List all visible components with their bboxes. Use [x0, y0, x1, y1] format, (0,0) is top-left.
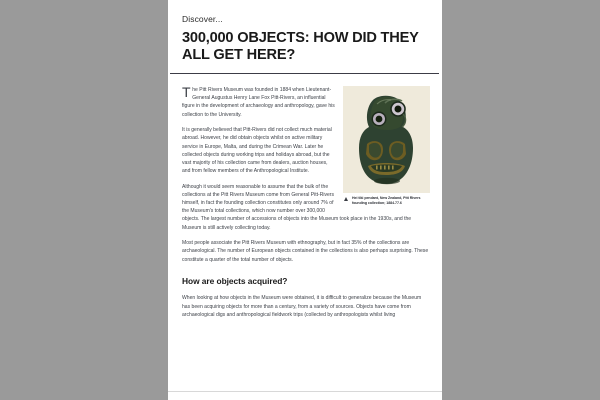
- figure-caption: [343, 196, 430, 206]
- paragraph-1-text: he Pitt Rivers Museum was founded in 1884 when Lieutenant-General Augustus Henry Lane Fox Pitt-Rivers, an influential figure in the development of archaeology and anthropology, gave his collection to the University.: [182, 87, 335, 118]
- footer-divider: [168, 391, 442, 392]
- document-page: [168, 0, 442, 400]
- section-paragraph: When looking at how objects in the Museum were obtained, it is difficult to generalize because the Museum has been acquiring objects for more than a century, from a variety of sources. Objects have come from archaeological digs and anthropological fieldwork trips (collected by anthropologists whilst living: [182, 295, 422, 318]
- masthead: [168, 0, 442, 65]
- paragraph-1: [182, 86, 430, 119]
- section-heading: How are objects acquired?: [182, 275, 288, 286]
- paragraph-2: It is generally believed that Pitt-Rivers did not collect much material abroad. However, he did obtain objects whilst on active military service in Europe, Malta, and during the Crimean War. Later he collected objects during working trips and holidays abroad, but the vast majority of his collection came from dealers, auction houses, and from fellow members of the Anthropological Institute.: [182, 127, 332, 175]
- drop-cap: T: [182, 84, 191, 100]
- paragraph-3: Although it would seem reasonable to assume that the bulk of the collections at the Pitt Rivers Museum come from General Pitt-Rivers himself, in fact the founding collection constitutes only around 7% of the Museum's total collections, which now number over 300,000 objects. The largest number of accessions of objects into the Museum took place in the 1930s, and the Museum is still actively collecting today.: [182, 183, 412, 231]
- paragraph-4: Most people associate the Pitt Rivers Museum with ethnography, but in fact 35% of the collections are archaeological. The number of European objects contained in the collections is also perhaps surprising. These constitute a quarter of the total number of objects.: [182, 240, 429, 263]
- page-title: 300,000 OBJECTS: HOW DID THEY ALL GET HERE?: [182, 30, 419, 64]
- figure-caption-text: Hei tiki pendant, New Zealand, Pitt Rivers founding collection; 1884.77.6: [352, 196, 421, 206]
- triangle-marker-icon: [344, 197, 348, 201]
- article-body: [182, 86, 430, 326]
- header-divider: [170, 73, 439, 74]
- kicker-label: Discover...: [182, 14, 223, 24]
